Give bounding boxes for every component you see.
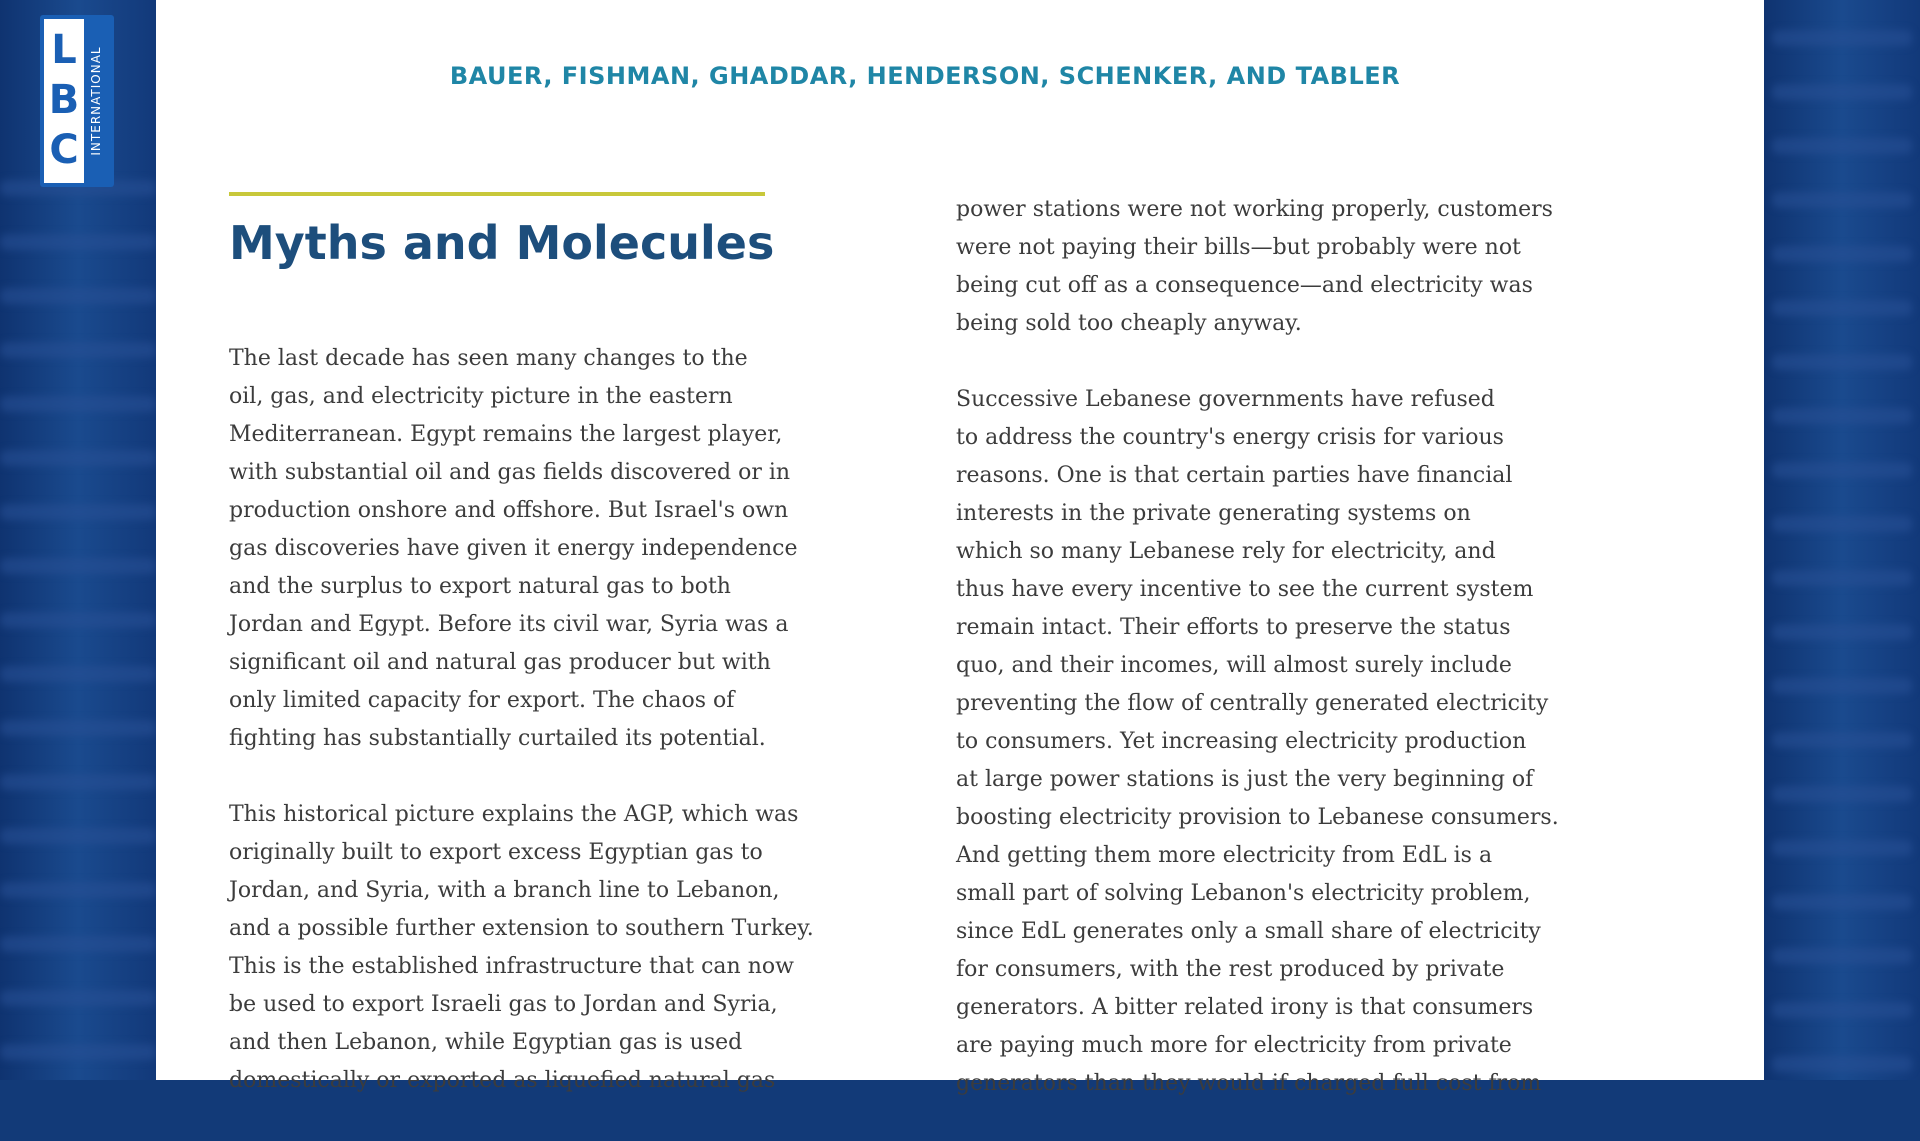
- background-blur-text: [0, 180, 156, 1098]
- running-header-authors: BAUER, FISHMAN, GHADDAR, HENDERSON, SCHENKER, AND TABLER: [449, 62, 1401, 90]
- logo-subtitle: INTERNATIONAL: [89, 46, 103, 156]
- background-blur-text-right: [1772, 30, 1912, 1110]
- document-page: [156, 0, 1764, 1096]
- logo-letter: B: [48, 77, 80, 123]
- paragraph: Successive Lebanese governments have refused to address the country's energy crisis for various reasons. One is that certain parties have financial interests in the private generating systems on which so many Lebanese rely for electricity, and thus have every incentive to see the current system remain intact. Their efforts to preserve the status quo, and their incomes, will almost surely include preventing the flow of centrally generated electricity to consumers. Yet increasing electricity production at large power stations is just the very beginning of boosting electricity provision to Lebanese consumers. And getting them more electricity from EdL is a small part of solving Lebanon's electricity problem, since EdL generates only a small share of electricity for consumers, with the rest produced by private generators. A bitter related irony is that consumers are paying much more for electricity from private generators than they would if charged full cost from: [956, 387, 1559, 1096]
- title-rule: [229, 192, 765, 196]
- paragraph: The last decade has seen many changes to the oil, gas, and electricity picture in the eastern Mediterranean. Egypt remains the largest player, with substantial oil and gas fields discovered or in production onshore and offshore. But Israel's own gas discoveries have given it energy independence and the surplus to export natural gas to both Jordan and Egypt. Before its civil war, Syria was a significant oil and natural gas producer but with only limited capacity for export. The chaos of fighting has substantially curtailed its potential.: [229, 346, 798, 751]
- section-title: Myths and Molecules: [229, 216, 775, 270]
- paragraph: This historical picture explains the AGP, which was originally built to export excess Egyptian gas to Jordan, and Syria, with a branch line to Lebanon, and a possible further extension to southern Turkey. This is the established infrastructure that can now be used to export Israeli gas to Jordan and Syria, and then Lebanon, while Egyptian gas is used domestically or exported as liquefied natural gas: [229, 802, 814, 1093]
- channel-logo: [40, 15, 114, 187]
- logo-letter: C: [49, 127, 79, 173]
- paragraph: power stations were not working properly, customers were not paying their bills—but probably were not being cut off as a consequence—and electricity was being sold too cheaply anyway.: [956, 197, 1553, 336]
- left-column: [229, 340, 889, 1138]
- right-column: [956, 191, 1696, 1141]
- logo-letter: L: [51, 27, 77, 73]
